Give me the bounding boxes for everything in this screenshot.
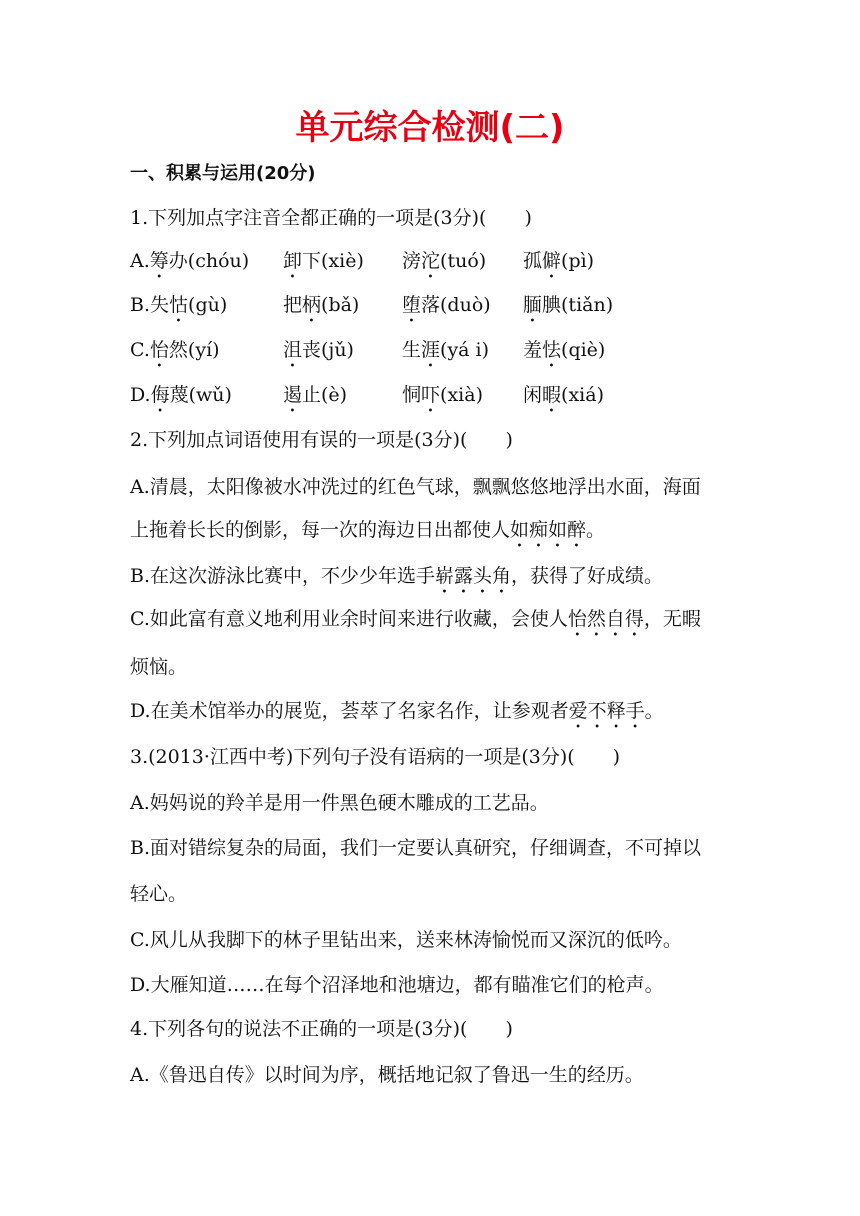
text: 止(è) bbox=[302, 384, 348, 406]
text: D.在美术馆举办的展览，荟萃了名家名作，让参观者 bbox=[130, 700, 569, 722]
dotted-character: 柄 bbox=[302, 294, 322, 316]
option-item bbox=[283, 380, 347, 417]
question-2-option-a-line-2 bbox=[130, 515, 605, 552]
option-item bbox=[402, 380, 483, 417]
question-3-option-d: D.大雁知道……在每个沼泽地和池塘边，都有瞄准它们的枪声。 bbox=[130, 974, 664, 996]
text: (qiè) bbox=[561, 339, 606, 361]
text: 生 bbox=[402, 339, 422, 361]
option-item bbox=[402, 335, 489, 372]
text: (tuó) bbox=[440, 250, 487, 272]
document-title: 单元综合检测(二) bbox=[295, 108, 565, 148]
question-2-stem: 2.下列加点词语使用有误的一项是(3分)( ) bbox=[130, 429, 513, 451]
question-3-option-b-line-1: B.面对错综复杂的局面，我们一定要认真研究，仔细调查，不可掉以 bbox=[130, 837, 702, 859]
question-3-stem: 3.(2013·江西中考)下列句子没有语病的一项是(3分)( ) bbox=[130, 746, 621, 768]
text: (bǎ) bbox=[321, 294, 360, 316]
question-2-option-c-line-2: 烦恼。 bbox=[130, 656, 188, 678]
question-2-option-a-line-1: A.清晨，太阳像被水冲洗过的红色气球，飘飘悠悠地浮出水面，海面 bbox=[130, 476, 701, 498]
text: 办(chóu) bbox=[168, 250, 250, 272]
option-label: C. bbox=[130, 339, 150, 361]
dotted-character: 暇 bbox=[542, 384, 562, 406]
dotted-character: 怡 bbox=[149, 339, 169, 361]
text: 落(duò) bbox=[421, 294, 491, 316]
dotted-character: 怙 bbox=[169, 294, 189, 316]
question-2-option-b bbox=[130, 561, 663, 598]
question-3-option-c: C.风儿从我脚下的林子里钻出来，送来林涛愉悦而又深沉的低吟。 bbox=[130, 929, 682, 951]
dotted-character: 筹 bbox=[149, 250, 169, 272]
option-item bbox=[402, 290, 491, 327]
text: 上拖着长长的倒影，每一次的海边日出都使人 bbox=[130, 519, 511, 541]
question-2-option-d bbox=[130, 696, 664, 733]
option-item bbox=[130, 246, 249, 283]
text: 滂 bbox=[402, 250, 422, 272]
dotted-character: 遏 bbox=[283, 384, 303, 406]
dotted-character: 卸 bbox=[283, 250, 303, 272]
text: ，获得了好成绩。 bbox=[511, 565, 664, 587]
option-item bbox=[283, 246, 364, 283]
option-item bbox=[402, 246, 486, 283]
text: 把 bbox=[283, 294, 303, 316]
text: (xiá) bbox=[561, 384, 604, 406]
option-label: B. bbox=[130, 294, 151, 316]
dotted-character: 堕 bbox=[402, 294, 422, 316]
option-item bbox=[523, 290, 613, 327]
question-3-option-a: A.妈妈说的羚羊是用一件黑色硬木雕成的工艺品。 bbox=[130, 792, 549, 814]
text: B.在这次游泳比赛中，不少少年选手 bbox=[130, 565, 436, 587]
dotted-character: 沱 bbox=[421, 250, 441, 272]
option-item bbox=[523, 246, 594, 283]
dotted-phrase: 怡然自得 bbox=[567, 608, 644, 630]
dotted-phrase: 如痴如醉 bbox=[510, 519, 587, 541]
option-label: D. bbox=[130, 384, 151, 406]
question-4-option-a: A.《鲁迅自传》以时间为序，概括地记叙了鲁迅一生的经历。 bbox=[130, 1064, 644, 1086]
dotted-character: 腼 bbox=[523, 294, 543, 316]
text: (pì) bbox=[561, 250, 595, 272]
question-1-stem: 1.下列加点字注音全都正确的一项是(3分)( ) bbox=[130, 207, 532, 229]
text: C.如此富有意义地利用业余时间来进行收藏，会使人 bbox=[130, 608, 568, 630]
question-3-option-b-line-2: 轻心。 bbox=[130, 883, 188, 905]
text: 恫 bbox=[402, 384, 422, 406]
dotted-phrase: 崭露头角 bbox=[435, 565, 512, 587]
text: 然(yí) bbox=[168, 339, 220, 361]
text: 蔑(wǔ) bbox=[169, 384, 232, 406]
dotted-character: 沮 bbox=[283, 339, 303, 361]
option-item bbox=[523, 380, 604, 417]
dotted-character: 吓 bbox=[421, 384, 441, 406]
text: 闲 bbox=[523, 384, 543, 406]
section-heading: 一、积累与运用(20分) bbox=[130, 163, 316, 184]
text: 失 bbox=[150, 294, 170, 316]
dotted-character: 侮 bbox=[150, 384, 170, 406]
dotted-character: 僻 bbox=[542, 250, 562, 272]
text: (gù) bbox=[188, 294, 228, 316]
question-2-option-c-line-1 bbox=[130, 604, 701, 641]
text: 丧(jǔ) bbox=[302, 339, 354, 361]
question-4-stem: 4.下列各句的说法不正确的一项是(3分)( ) bbox=[130, 1018, 513, 1040]
text: 。 bbox=[586, 519, 606, 541]
option-item bbox=[523, 335, 605, 372]
text: (xià) bbox=[440, 384, 483, 406]
option-item bbox=[130, 290, 227, 327]
text: (yá i) bbox=[440, 339, 490, 361]
text: 孤 bbox=[523, 250, 543, 272]
text: 。 bbox=[644, 700, 664, 722]
option-item bbox=[283, 290, 359, 327]
dotted-phrase: 爱不释手 bbox=[568, 700, 645, 722]
text: 下(xiè) bbox=[302, 250, 364, 272]
text: ，无暇 bbox=[643, 608, 701, 630]
option-item bbox=[130, 335, 220, 372]
dotted-character: 涯 bbox=[421, 339, 441, 361]
dotted-character: 怯 bbox=[542, 339, 562, 361]
text: 腆(tiǎn) bbox=[542, 294, 614, 316]
option-item bbox=[283, 335, 354, 372]
option-item bbox=[130, 380, 232, 417]
option-label: A. bbox=[130, 250, 150, 272]
text: 羞 bbox=[523, 339, 543, 361]
